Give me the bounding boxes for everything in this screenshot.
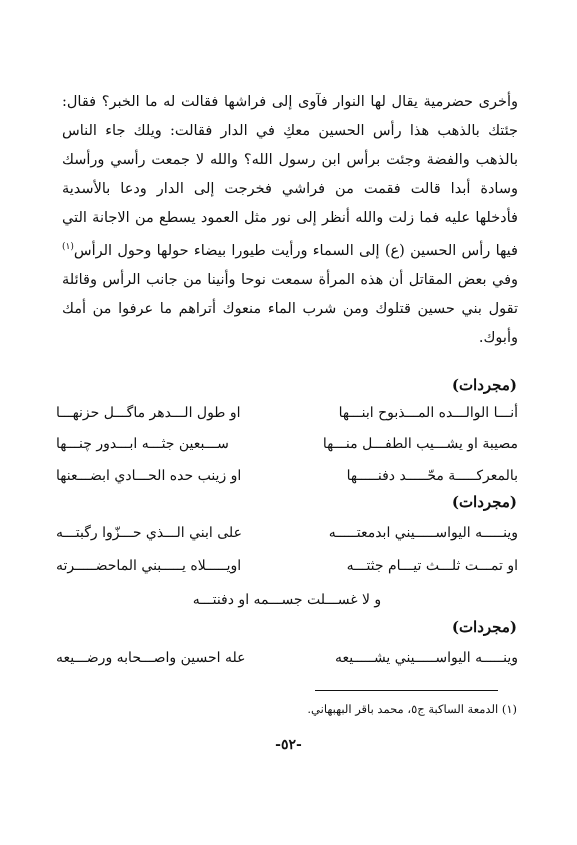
verse-second-hemistich: اويـــــلاه يـــــبني الماحضـــــرته [56,558,242,574]
prose-line-with-footnote [62,233,518,266]
prose-line-text: فيها رأس الحسين (ع) إلى السماء ورأيت طيورا بيضاء حولها وحول الرأس [73,242,518,259]
verse-first-hemistich: مصيبة او يشـــيب الطفـــل منـــها [322,436,518,452]
prose-line: وأبوك. [478,329,518,346]
prose-paragraph [62,88,518,353]
verse-second-hemistich: عله احسين واصـــحابه ورضـــيعه [56,650,246,666]
footnote: (١) الدمعة الساكبة ج٥، محمد باقر البهبهاني. [307,702,517,716]
footnote-marker: (١) [62,242,74,252]
verse-first-hemistich: بالمعركـــــة محّـــــد دفنـــــها [346,468,518,484]
section-heading: (مجردات) [451,618,517,636]
section-heading: (مجردات) [451,493,517,511]
prose-line: جئتك بالذهب هذا رأس الحسين معكِ في الدار فقالت: ويلك جاء الناس [62,123,518,139]
verse-second-hemistich: او طول الـــدهر ماگـــل حزنهـــا [56,405,241,421]
verse-single-line: و لا غســـلت جســـمه او دفنتـــه [192,592,382,608]
verse-second-hemistich: او زينب حده الحـــادي ابضـــعنها [56,468,242,484]
prose-line: تقول بني حسين قتلوك ومن شرب الماء منعوك أتراهم ما عرفوا من أمك [62,300,518,317]
verse-second-hemistich: ســـبعين جثـــه ابـــدور چنـــها [56,436,229,452]
page-number: -٥٢- [275,737,302,753]
section-heading: (مجردات) [451,376,517,394]
prose-line: وفي بعض المقاتل أن هذه المرأة سمعت نوحا وأنينا من جانب الرأس وقائلة [62,271,518,288]
verse-second-hemistich: على ابني الـــذي حـــزّوا رگبتـــه [56,525,242,541]
prose-line: وسادة أبدا قالت فقمت من فراشي فخرجت إلى الدار ودعا بالأسدية [62,181,518,197]
verse-line [56,431,518,457]
footnote-separator [315,690,498,691]
verse-line [56,553,518,579]
prose-line: فأدخلها عليه فما زلت والله أنظر إلى نور مثل العمود يسطع من الاجانة التي [62,210,518,226]
prose-line: وأخرى حضرمية يقال لها النوار فآوى إلى فراشها فقالت له ما الخبر؟ فقال: [62,94,518,110]
verse-first-hemistich: وينـــــه اليواســـــيني ابدمعتـــــه [328,525,518,541]
verse-first-hemistich: او تمـــت ثلـــث تيـــام جثتـــه [346,558,518,574]
verse-line [56,463,518,489]
verse-first-hemistich: وينـــــه اليواســـــيني يشـــــيعه [334,650,518,666]
verse-line [56,645,518,671]
verse-line [56,520,518,546]
prose-line: بالذهب والفضة وجئت برأس ابن رسول الله؟ والله لا جمعت رأسي ورأسك [62,152,518,168]
verse-first-hemistich: أنـــا الوالـــده المـــذبوح ابنـــها [338,405,518,421]
verse-line [56,400,518,426]
